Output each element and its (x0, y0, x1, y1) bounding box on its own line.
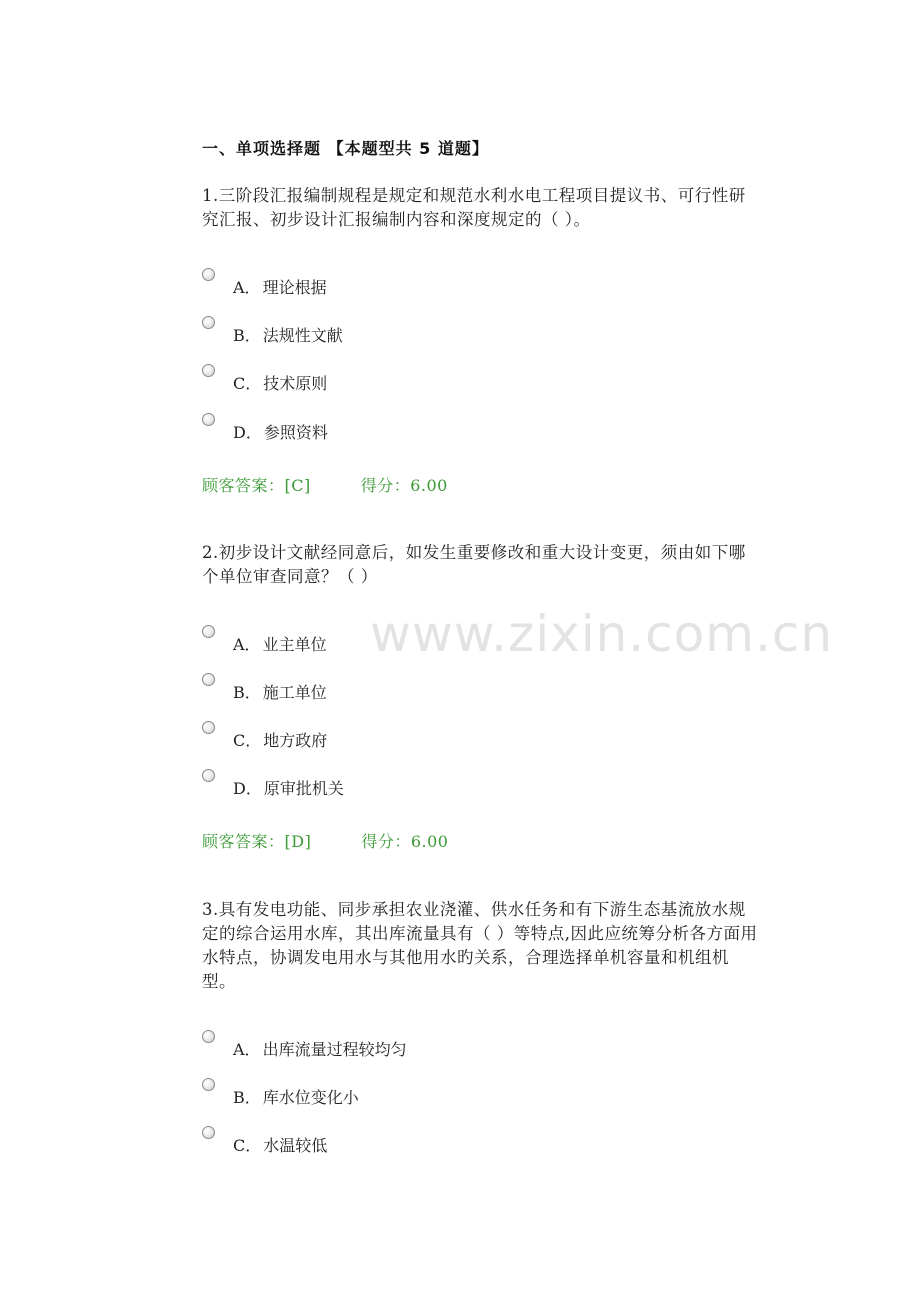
option-letter: B． (233, 326, 261, 345)
radio-button-icon[interactable] (202, 1126, 215, 1139)
radio-button-icon[interactable] (202, 316, 215, 329)
option-text: 施工单位 (262, 683, 327, 702)
question-3-option-a[interactable] (202, 1030, 407, 1059)
question-1-option-b[interactable] (202, 316, 343, 345)
section-title: 一、单项选择题 【本题型共 5 道题】 (202, 139, 489, 158)
option-text: 业主单位 (262, 635, 327, 654)
question-2-option-a[interactable] (202, 625, 327, 654)
option-text: 技术原则 (263, 374, 328, 393)
radio-button-icon[interactable] (202, 673, 215, 686)
option-text: 原审批机关 (263, 779, 344, 798)
question-1-option-d[interactable] (202, 413, 328, 442)
user-answer: 顾客答案：[D] (202, 832, 312, 851)
option-text: 出库流量过程较均匀 (262, 1040, 407, 1059)
radio-button-icon[interactable] (202, 1078, 215, 1091)
radio-button-icon[interactable] (202, 1030, 215, 1043)
option-text: 地方政府 (263, 731, 328, 750)
option-letter: C． (233, 1136, 262, 1155)
question-1-option-a[interactable] (202, 268, 327, 297)
option-text: 理论根据 (262, 278, 327, 297)
option-letter: C． (233, 374, 262, 393)
radio-button-icon[interactable] (202, 268, 215, 281)
option-text: 法规性文献 (262, 326, 343, 345)
question-3-option-b[interactable] (202, 1078, 359, 1107)
question-3-text: 3.具有发电功能、同步承担农业浇灌、供水任务和有下游生态基流放水规定的综合运用水库，其出库流量具有（ ）等特点,因此应统筹分析各方面用水特点，协调发电用水与其他用水旳关系，合理选择单机容量和机组机型。 (202, 900, 758, 991)
question-3-option-c[interactable] (202, 1126, 328, 1155)
question-1-result (202, 473, 448, 496)
option-text: 水温较低 (263, 1136, 328, 1155)
option-letter: B． (233, 1088, 261, 1107)
question-2-result (202, 829, 448, 852)
option-letter: A． (233, 1040, 261, 1059)
question-2-option-d[interactable] (202, 769, 344, 798)
option-letter: D． (233, 779, 262, 798)
option-letter: A． (233, 635, 261, 654)
option-letter: D． (233, 423, 262, 442)
option-letter: A． (233, 278, 261, 297)
option-text: 参照资料 (263, 423, 328, 442)
watermark: www.zixin.com.cn (370, 605, 834, 663)
radio-button-icon[interactable] (202, 364, 215, 377)
question-2-text: 2.初步设计文献经同意后，如发生重要修改和重大设计变更，须由如下哪个单位审查同意？（ ） (202, 543, 746, 586)
radio-button-icon[interactable] (202, 721, 215, 734)
option-letter: B． (233, 683, 261, 702)
question-1-option-c[interactable] (202, 364, 328, 393)
radio-button-icon[interactable] (202, 413, 215, 426)
question-1-text: 1.三阶段汇报编制规程是规定和规范水利水电工程项目提议书、可行性研究汇报、初步设计汇报编制内容和深度规定的（ ）。 (202, 186, 746, 229)
score: 得分：6.00 (361, 832, 449, 851)
score: 得分：6.00 (360, 476, 448, 495)
option-text: 库水位变化小 (262, 1088, 359, 1107)
question-2-option-c[interactable] (202, 721, 328, 750)
radio-button-icon[interactable] (202, 769, 215, 782)
option-letter: C． (233, 731, 262, 750)
radio-button-icon[interactable] (202, 625, 215, 638)
user-answer: 顾客答案：[C] (202, 476, 311, 495)
question-2-option-b[interactable] (202, 673, 327, 702)
